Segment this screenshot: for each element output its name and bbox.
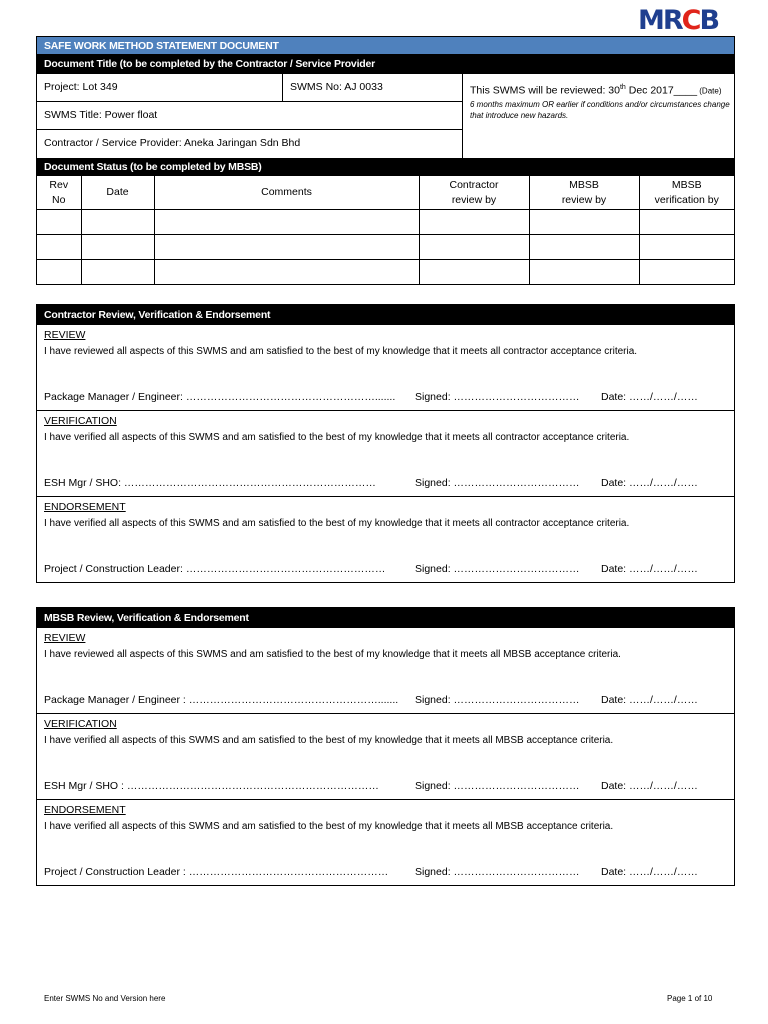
role-field[interactable]: Project / Construction Leader: ………………………………………………… — [44, 563, 386, 575]
col-comments: Comments — [154, 176, 419, 210]
table-row — [37, 235, 734, 260]
review-date-label: (Date) — [697, 86, 722, 96]
info-row-project — [37, 74, 462, 102]
footer-swms-version: Enter SWMS No and Version here — [44, 994, 166, 1003]
contractor-verification-block — [37, 410, 734, 496]
col-rev-no: Rev No — [37, 176, 81, 210]
table-row — [37, 260, 734, 285]
logo-part-mr: MR — [638, 5, 682, 36]
table-cell[interactable] — [639, 210, 734, 235]
review-sup: th — [619, 84, 626, 91]
document-section — [36, 36, 735, 285]
block-statement: I have reviewed all aspects of this SWMS and am satisfied to the best of my knowledge that it meets all contractor acceptance criteria. — [44, 346, 638, 357]
table-row — [37, 210, 734, 235]
mbsb-endorsement-block — [37, 799, 734, 885]
signed-field[interactable]: Signed: ……………………………… — [415, 477, 580, 489]
document-header: SAFE WORK METHOD STATEMENT DOCUMENT — [37, 37, 734, 55]
signed-field[interactable]: Signed: ……………………………… — [415, 780, 580, 792]
table-cell[interactable] — [37, 260, 81, 285]
block-heading: REVIEW — [44, 632, 86, 644]
table-cell[interactable] — [529, 210, 639, 235]
info-row-contractor — [37, 130, 462, 157]
block-heading: ENDORSEMENT — [44, 804, 126, 816]
col-contractor-review: Contractor review by — [419, 176, 529, 210]
project-cell — [37, 74, 283, 101]
role-field[interactable]: Project / Construction Leader : ………………………………………………… — [44, 866, 389, 878]
block-heading: VERIFICATION — [44, 718, 117, 730]
role-field[interactable]: ESH Mgr / SHO: ……………………………………………………………… — [44, 477, 376, 489]
date-field[interactable]: Date: ……/……/…… — [601, 694, 698, 706]
table-cell[interactable] — [154, 210, 419, 235]
date-field[interactable]: Date: ……/……/…… — [601, 866, 698, 878]
signed-field[interactable]: Signed: ……………………………… — [415, 866, 580, 878]
block-statement: I have reviewed all aspects of this SWMS and am satisfied to the best of my knowledge that it meets all MBSB acceptance criteria. — [44, 649, 621, 660]
contractor-endorsement-block — [37, 496, 734, 582]
role-field[interactable]: ESH Mgr / SHO : ……………………………………………………………… — [44, 780, 379, 792]
contractor-section-title: Contractor Review, Verification & Endorsement — [37, 305, 734, 325]
footer-page-number: Page 1 of 10 — [667, 994, 713, 1003]
table-cell[interactable] — [419, 260, 529, 285]
table-cell[interactable] — [419, 235, 529, 260]
info-row-title — [37, 102, 462, 130]
col-mbsb-verification: MBSB verification by — [639, 176, 734, 210]
block-heading: ENDORSEMENT — [44, 501, 126, 513]
signed-field[interactable]: Signed: ……………………………… — [415, 391, 580, 403]
block-heading: VERIFICATION — [44, 415, 117, 427]
review-date-line — [470, 84, 734, 97]
signed-field[interactable]: Signed: ……………………………… — [415, 694, 580, 706]
document-info-left — [37, 74, 463, 158]
date-field[interactable]: Date: ……/……/…… — [601, 780, 698, 792]
mbsb-section-title: MBSB Review, Verification & Endorsement — [37, 608, 734, 628]
block-statement: I have verified all aspects of this SWMS and am satisfied to the best of my knowledge that it meets all contractor acceptance criteria. — [44, 518, 630, 529]
contractor-field[interactable]: Contractor / Service Provider: Aneka Jaringan Sdn Bhd — [44, 137, 301, 149]
swms-title-field[interactable]: SWMS Title: Power float — [44, 109, 158, 121]
date-field[interactable]: Date: ……/……/…… — [601, 563, 698, 575]
block-statement: I have verified all aspects of this SWMS and am satisfied to the best of my knowledge that it meets all MBSB acceptance criteria. — [44, 735, 614, 746]
status-header-row — [37, 176, 734, 210]
table-cell[interactable] — [639, 235, 734, 260]
block-heading: REVIEW — [44, 329, 86, 341]
col-date: Date — [81, 176, 154, 210]
date-field[interactable]: Date: ……/……/…… — [601, 391, 698, 403]
project-field[interactable]: Project: Lot 349 — [44, 81, 118, 93]
document-status-bar: Document Status (to be completed by MBSB) — [37, 158, 734, 176]
table-cell[interactable] — [37, 210, 81, 235]
mbsb-review-section — [36, 607, 735, 886]
col-mbsb-review: MBSB review by — [529, 176, 639, 210]
table-cell[interactable] — [529, 235, 639, 260]
role-field[interactable]: Package Manager / Engineer: ………………………………………………....... — [44, 391, 396, 403]
table-cell[interactable] — [81, 260, 154, 285]
signed-field[interactable]: Signed: ……………………………… — [415, 563, 580, 575]
role-field[interactable]: Package Manager / Engineer : ………………………………………………....... — [44, 694, 399, 706]
table-cell[interactable] — [154, 235, 419, 260]
swms-no-cell — [283, 74, 383, 101]
block-statement: I have verified all aspects of this SWMS and am satisfied to the best of my knowledge that it meets all contractor acceptance criteria. — [44, 432, 630, 443]
table-cell[interactable] — [639, 260, 734, 285]
mbsb-review-block — [37, 628, 734, 713]
table-cell[interactable] — [81, 235, 154, 260]
logo-part-b: B — [699, 5, 719, 36]
document-title-bar: Document Title (to be completed by the Contractor / Service Provider — [37, 55, 734, 73]
mbsb-verification-block — [37, 713, 734, 799]
date-field[interactable]: Date: ……/……/…… — [601, 477, 698, 489]
logo-part-c: C — [681, 5, 700, 36]
block-statement: I have verified all aspects of this SWMS and am satisfied to the best of my knowledge that it meets all MBSB acceptance criteria. — [44, 821, 614, 832]
table-cell[interactable] — [154, 260, 419, 285]
document-info — [37, 73, 734, 158]
mrcb-logo — [638, 6, 738, 36]
document-status-table — [37, 176, 734, 284]
table-cell[interactable] — [529, 260, 639, 285]
review-note: 6 months maximum OR earlier if conditions and/or circumstances change that introduce new hazards. — [470, 99, 730, 120]
review-info — [463, 74, 734, 158]
table-cell[interactable] — [419, 210, 529, 235]
review-rest[interactable]: Dec 2017____ — [625, 84, 698, 97]
table-cell[interactable] — [37, 235, 81, 260]
table-cell[interactable] — [81, 210, 154, 235]
contractor-review-block — [37, 325, 734, 410]
contractor-review-section — [36, 304, 735, 583]
review-text: This SWMS will be reviewed: 30 — [470, 84, 620, 97]
swms-no-field[interactable]: SWMS No: AJ 0033 — [290, 81, 383, 93]
